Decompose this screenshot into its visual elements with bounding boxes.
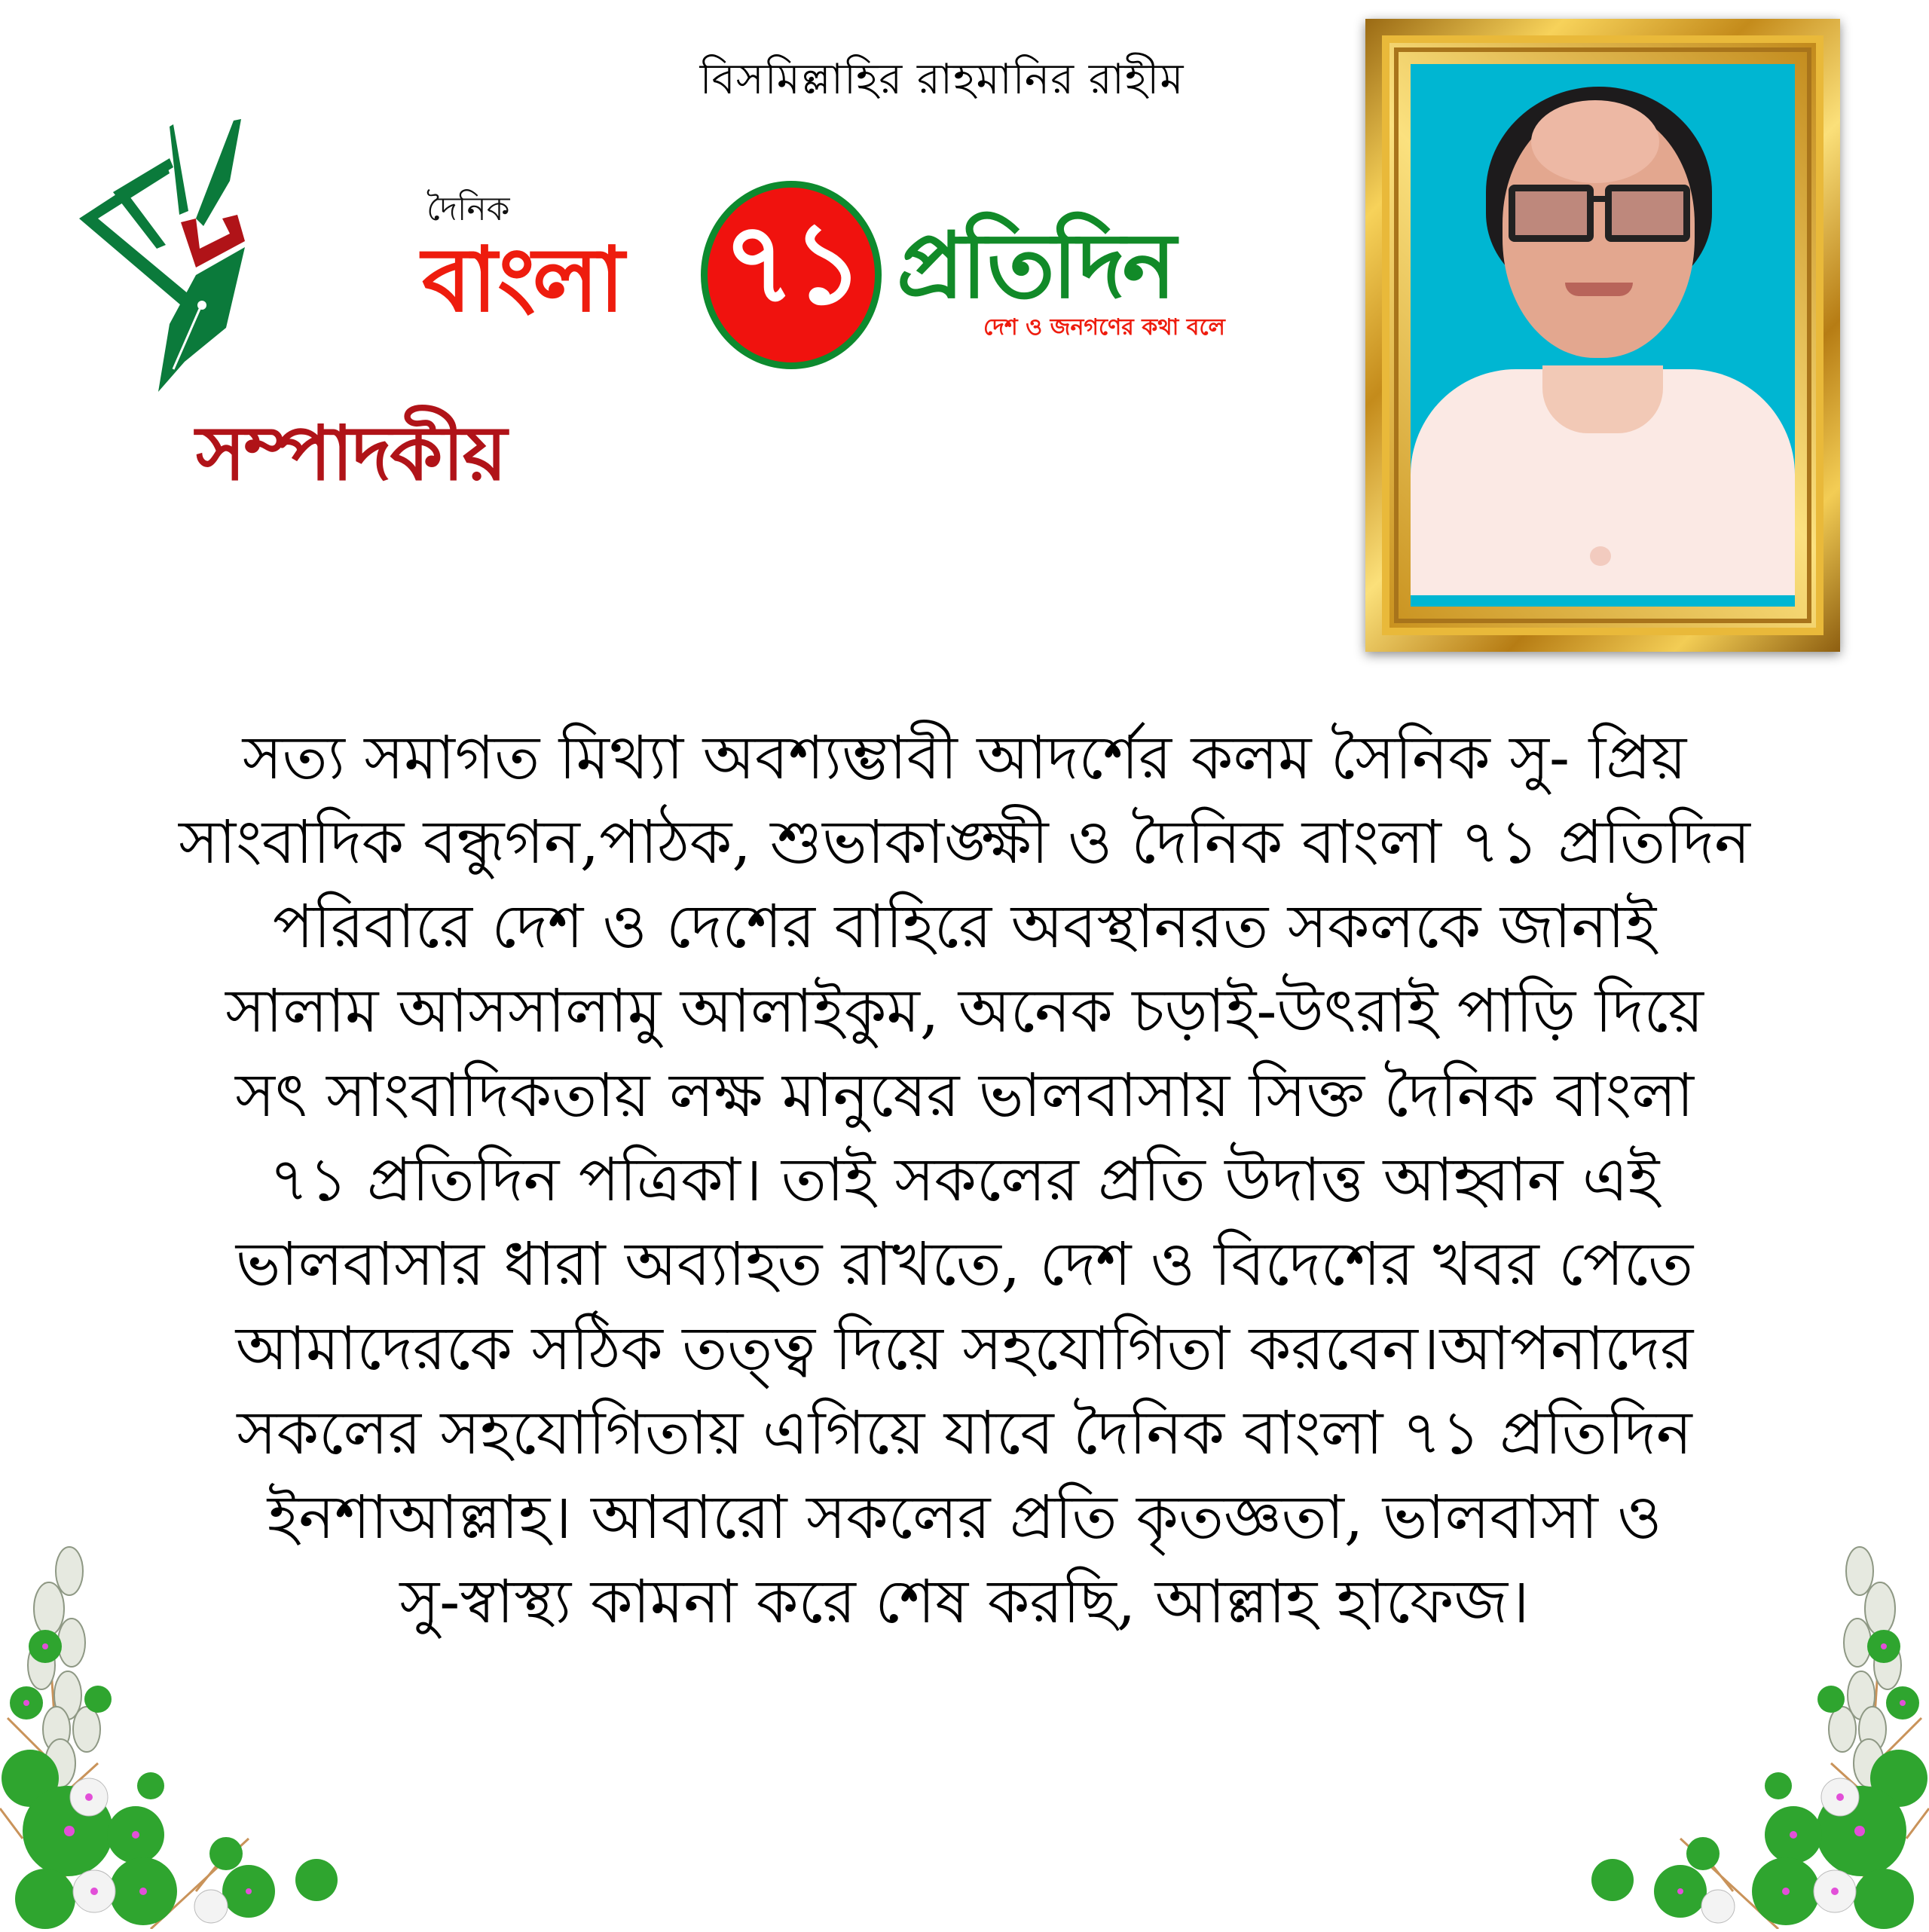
- message-line: সাংবাদিক বন্ধুগন,পাঠক, শুভাকাঙ্ক্ষী ও দৈনিক বাংলা ৭১ প্রতিদিন: [179, 807, 1750, 877]
- bismillah-heading: বিসমিল্লাহির রাহমানির রাহীম: [699, 55, 1185, 104]
- jacket-button: [1590, 546, 1611, 566]
- flower-icon: [1567, 1537, 1929, 1929]
- glasses-bridge: [1594, 196, 1607, 202]
- flower-icon: [0, 1537, 362, 1929]
- portrait-forehead: [1531, 100, 1659, 183]
- masthead-number: ৭১: [722, 198, 861, 329]
- floral-corner-right: [1567, 1537, 1929, 1929]
- message-line: সত্য সমাগত মিথ্যা অবশ্যম্ভাবী আদর্শের কলম সৈনিক সু- প্রিয়: [242, 723, 1687, 793]
- message-line: ৭১ প্রতিদিন পত্রিকা। তাই সকলের প্রতি উদাত্ত আহ্বান এই: [269, 1145, 1660, 1215]
- message-line: সৎ সাংবাদিকতায় লক্ষ মানুষের ভালবাসায় সিক্ত দৈনিক বাংলা: [235, 1060, 1694, 1130]
- message-line: সু-স্বাস্থ্য কামনা করে শেষ করছি, আল্লাহ হাফেজ।: [399, 1567, 1530, 1637]
- message-line: ইনশাআল্লাহ। আবারো সকলের প্রতি কৃতজ্ঞতা, ভালবাসা ও: [267, 1482, 1662, 1552]
- message-line: সালাম আসসালামু আলাইকুম, অনেক চড়াই-উৎরাই পাড়ি দিয়ে: [225, 976, 1704, 1046]
- message-line: পরিবারে দেশ ও দেশের বাহিরে অবস্থানরত সকলকে জানাই: [272, 891, 1657, 961]
- glasses-icon: [1509, 185, 1594, 242]
- fountain-pen-paper-icon: [75, 113, 392, 399]
- masthead-number-badge: [701, 181, 882, 369]
- message-line: আমাদেরকে সঠিক তত্ত্ব দিয়ে সহযোগিতা করবেন।আপনাদের: [235, 1313, 1694, 1383]
- masthead-name-part1: বাংলা: [422, 228, 622, 332]
- masthead-tagline: দেশ ও জনগণের কথা বলে: [983, 314, 1225, 341]
- newspaper-masthead: [422, 173, 1296, 377]
- portrait-photo: [1411, 64, 1795, 607]
- portrait-collar: [1542, 365, 1663, 433]
- portrait-frame-inner: [1382, 35, 1824, 635]
- editorial-logo: [75, 113, 392, 399]
- masthead-prefix: দৈনিক: [426, 190, 510, 228]
- portrait-frame: [1365, 19, 1840, 652]
- editorial-label: সম্পাদকীয়: [196, 408, 506, 497]
- masthead-name-part2: প্রতিদিন: [897, 214, 1173, 319]
- message-line: সকলের সহযোগিতায় এগিয়ে যাবে দৈনিক বাংলা ৭১ প্রতিদিন: [237, 1398, 1692, 1468]
- floral-corner-left: [0, 1537, 362, 1929]
- message-body: [30, 716, 1899, 1644]
- message-line: ভালবাসার ধারা অব্যাহত রাখতে, দেশ ও বিদেশের খবর পেতে: [235, 1229, 1694, 1299]
- glasses-icon: [1605, 185, 1690, 242]
- portrait-mouth: [1565, 283, 1633, 296]
